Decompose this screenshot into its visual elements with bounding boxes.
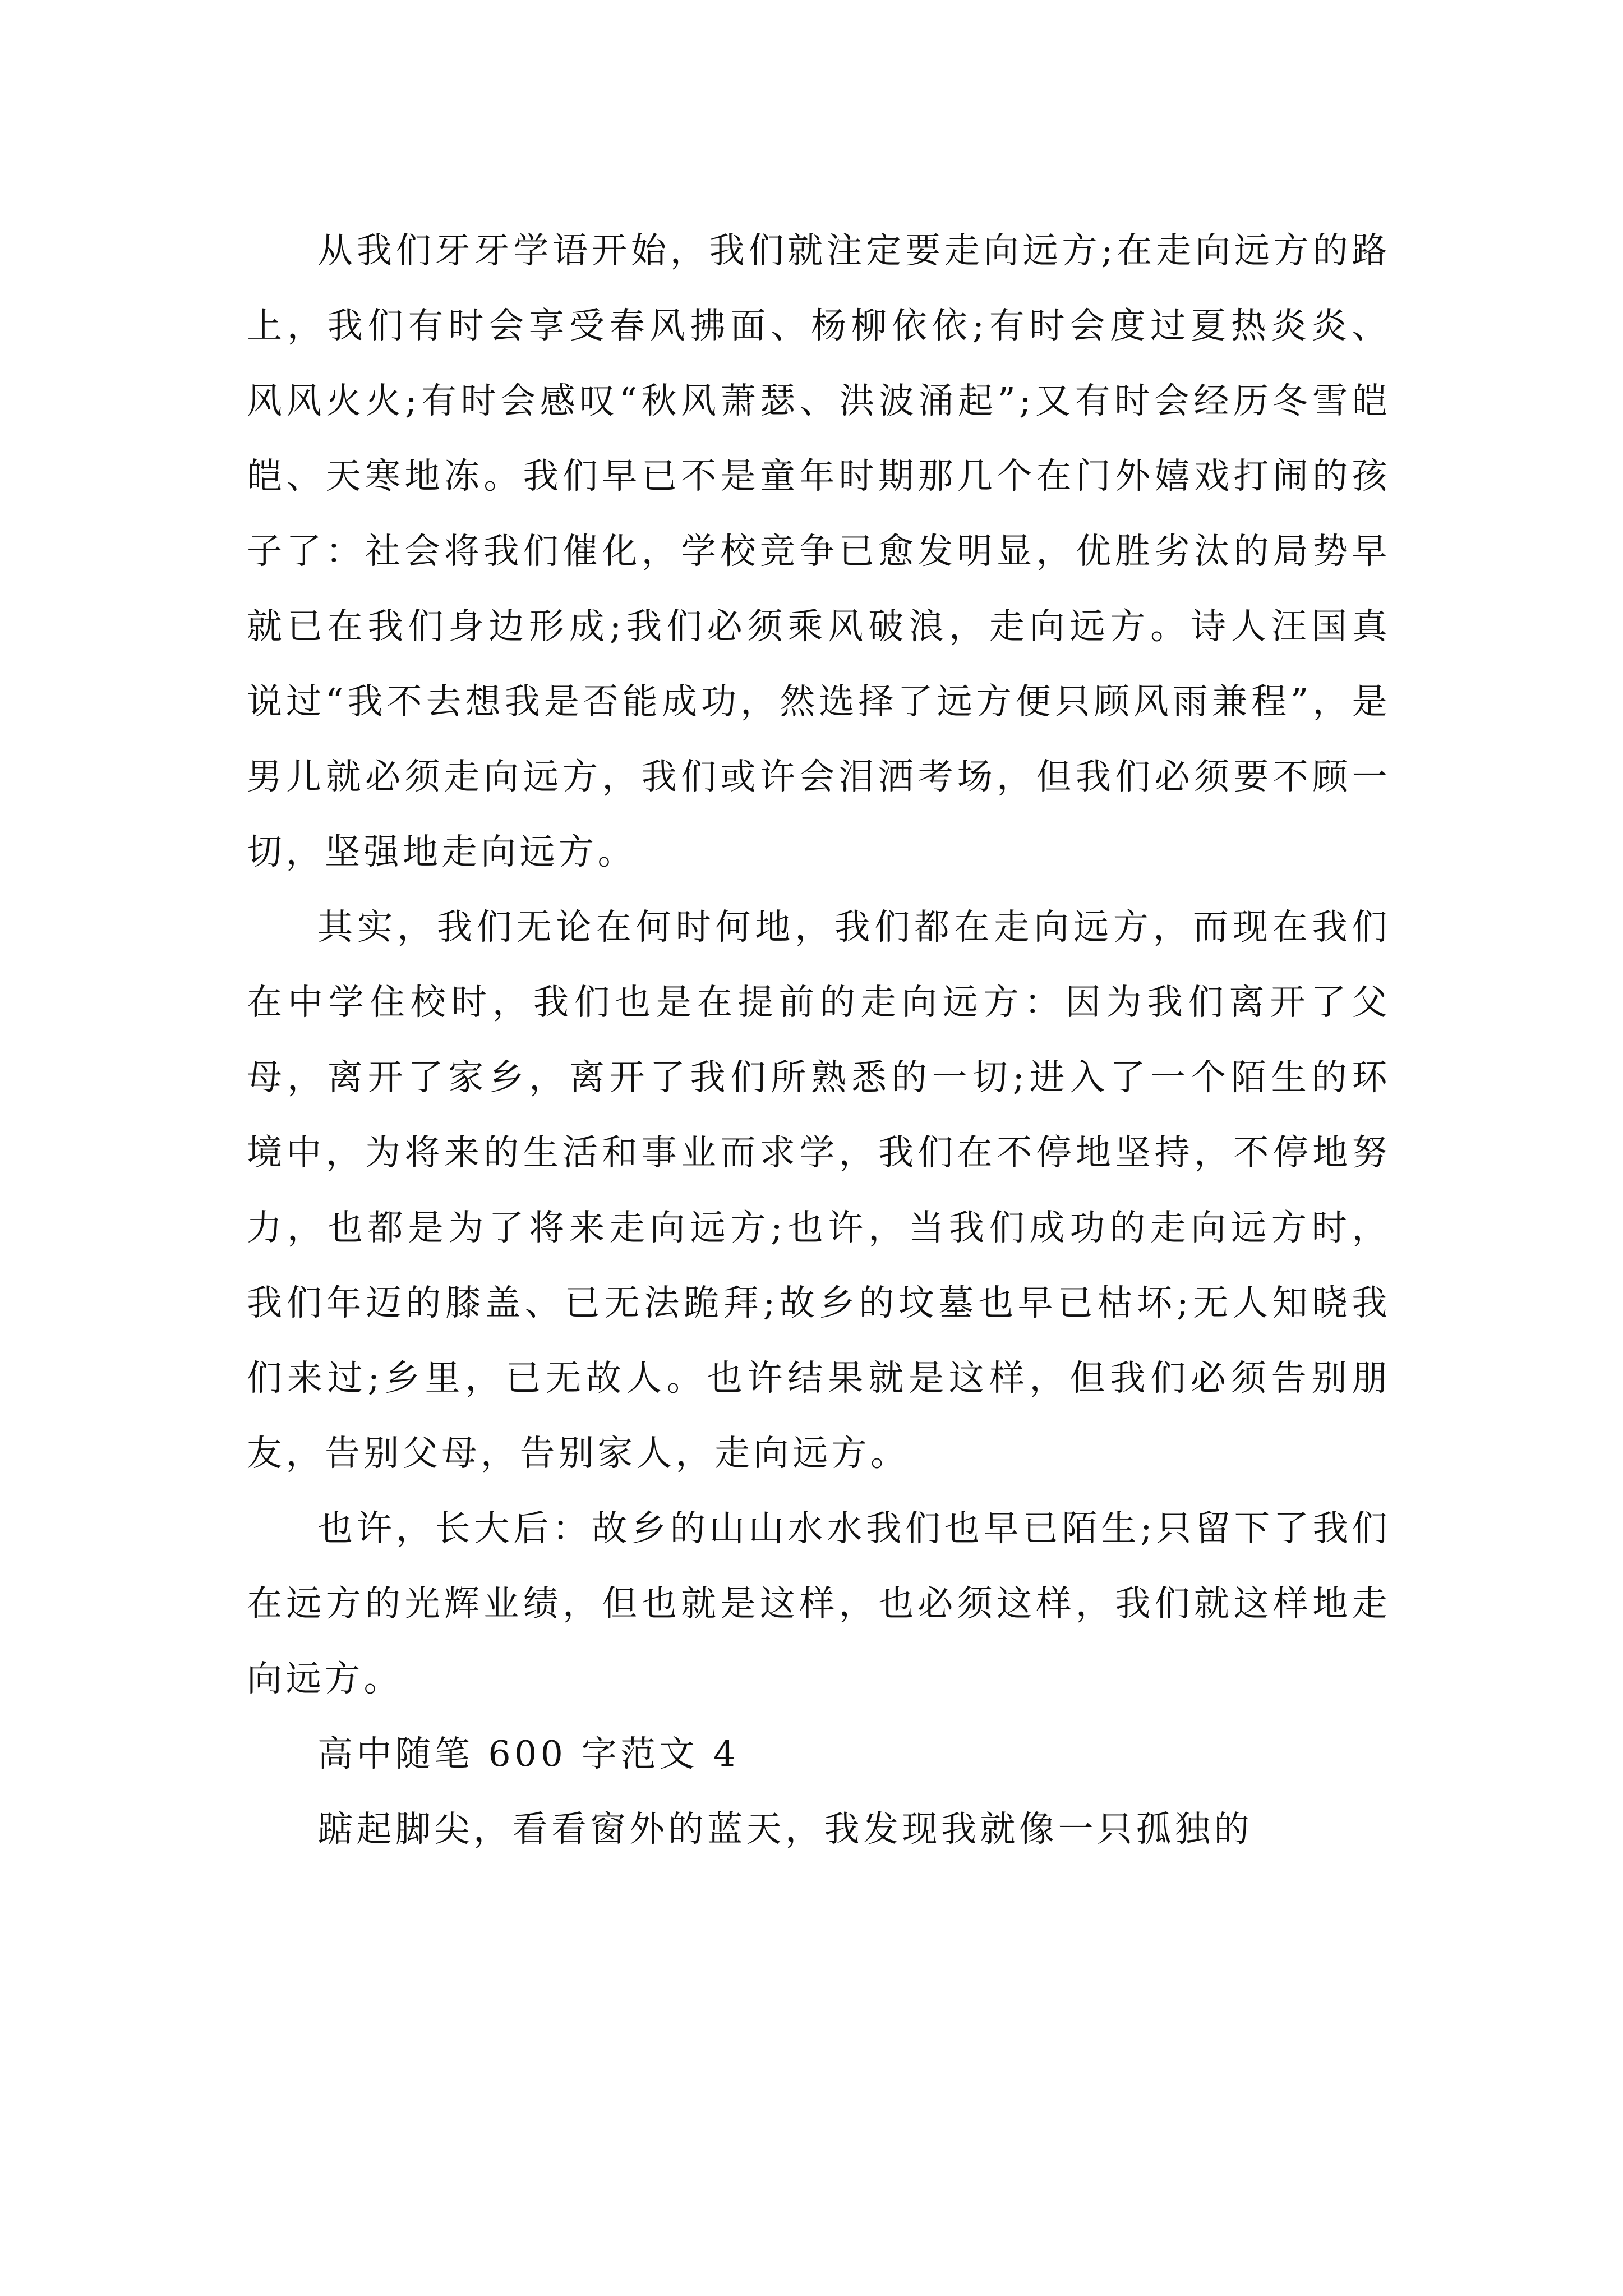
paragraph-4: 踮起脚尖，看看窗外的蓝天，我发现我就像一只孤独的 [317,1809,1253,1849]
paragraph-1: 从我们牙牙学语开始，我们就注定要走向远方;在走向远方的路上，我们有时会享受春风拂面、杨柳依依;有时会度过夏热炎炎、风风火火;有时会感叹“秋风萧瑟、洪波涌起”;又有时会经历冬雪皑皑、天寒地冻。我们早已不是童年时期那几个在门外嬉戏打闹的孩子了：社会将我们催化，学校竞争已愈发明显，优胜劣汰的局势早就已在我们身边形成;我们必须乘风破浪，走向远方。诗人汪国真说过“我不去想我是否能成功，然选择了远方便只顾风雨兼程”，是男儿就必须走向远方，我们或许会泪洒考场，但我们必须要不顾一切，坚强地走向远方。 [247,230,1391,872]
section-heading: 高中随笔 600 字范文 4 [317,1733,740,1774]
paragraph-2: 其实，我们无论在何时何地，我们都在走向远方，而现在我们在中学住校时，我们也是在提前的走向远方：因为我们离开了父母，离开了家乡，离开了我们所熟悉的一切;进入了一个陌生的环境中，为将来的生活和事业而求学，我们在不停地坚持，不停地努力，也都是为了将来走向远方;也许，当我们成功的走向远方时，我们年迈的膝盖、已无法跪拜;故乡的坟墓也早已枯坏;无人知晓我们来过;乡里，已无故人。也许结果就是这样，但我们必须告别朋友，告别父母，告别家人，走向远方。 [247,907,1391,1474]
document-body [247,213,1391,1867]
paragraph-3: 也许，长大后：故乡的山山水水我们也早已陌生;只留下了我们在远方的光辉业绩，但也就是这样，也必须这样，我们就这样地走向远方。 [247,1508,1391,1699]
